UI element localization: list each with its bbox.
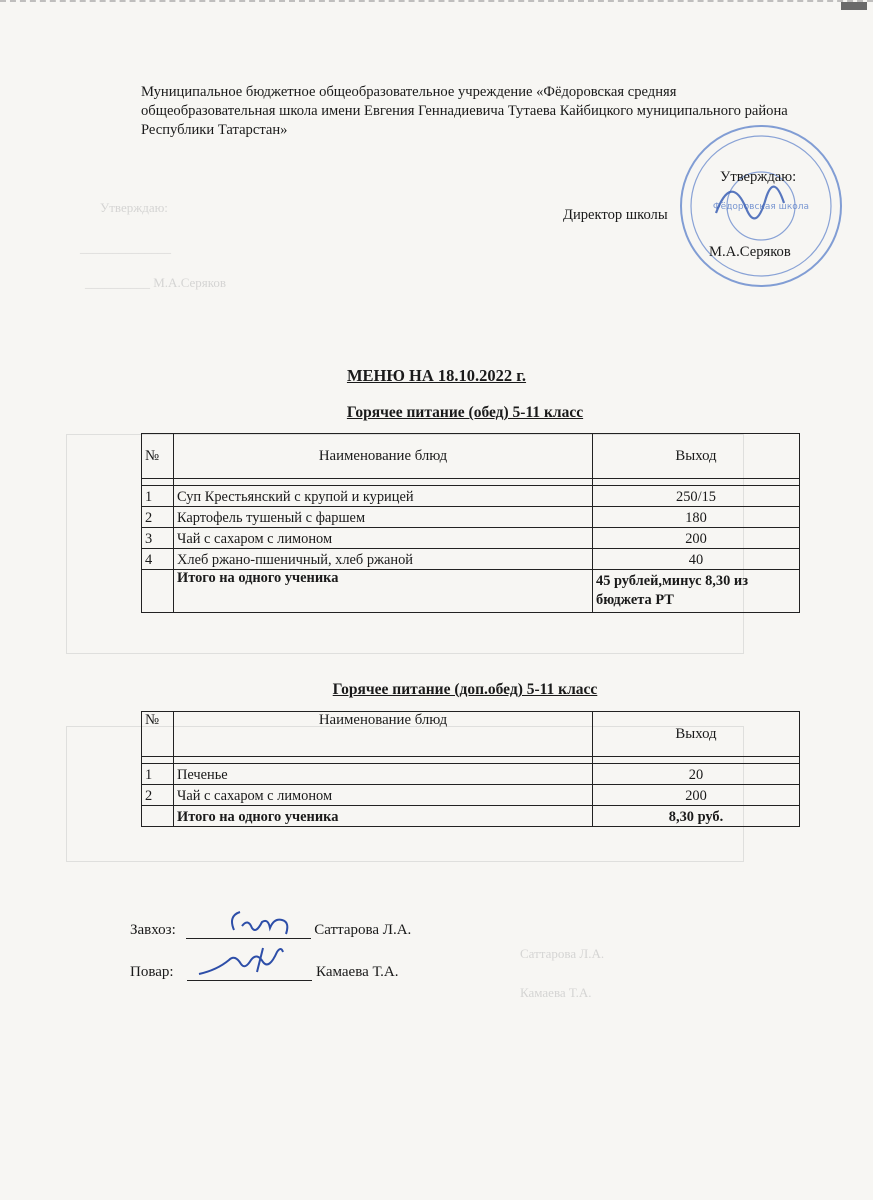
school-stamp	[676, 121, 846, 291]
item-name: Хлеб ржано-пшеничный, хлеб ржаной	[174, 549, 593, 570]
table-row	[142, 528, 800, 549]
header-yield: Выход	[593, 434, 800, 479]
signature-role: Завхоз:	[130, 922, 176, 938]
total-label: Итого на одного ученика	[174, 570, 593, 613]
item-yield: 20	[593, 764, 800, 785]
ghost-text: __________ М.А.Серяков	[85, 275, 227, 290]
item-name: Чай с сахаром с лимоном	[174, 785, 593, 806]
item-yield: 200	[593, 528, 800, 549]
handwritten-signature	[187, 946, 312, 980]
header-name: Наименование блюд	[174, 434, 593, 479]
item-yield: 200	[593, 785, 800, 806]
item-name: Печенье	[174, 764, 593, 785]
item-name: Чай с сахаром с лимоном	[174, 528, 593, 549]
header-num: №	[142, 712, 174, 757]
signature-line	[186, 920, 311, 939]
item-yield: 250/15	[593, 486, 800, 507]
signature-role: Повар:	[130, 964, 174, 980]
table-spacer-row	[142, 479, 800, 486]
ghost-text: Саттарова Л.А.	[520, 946, 605, 961]
menu-table-lunch	[141, 433, 800, 613]
section-title: Горячее питание (обед) 5-11 класс	[346, 404, 584, 421]
director-name: М.А.Серяков	[709, 244, 791, 260]
item-num: 3	[142, 528, 174, 549]
total-label: Итого на одного ученика	[174, 806, 593, 827]
signature-cook	[130, 962, 399, 981]
table-row	[142, 486, 800, 507]
item-num: 2	[142, 507, 174, 528]
approve-label: Утверждаю:	[720, 169, 797, 185]
ghost-text: Камаева Т.А.	[520, 985, 592, 1000]
header-num: №	[142, 434, 174, 479]
header-name: Наименование блюд	[174, 712, 593, 757]
signature-name: Камаева Т.А.	[316, 964, 399, 980]
table-total-row	[142, 570, 800, 613]
table-row	[142, 785, 800, 806]
total-value: 45 рублей,минус 8,30 из бюджета РТ	[593, 570, 800, 613]
handwritten-signature	[186, 908, 311, 938]
table-row	[142, 549, 800, 570]
director-position: Директор школы	[563, 207, 668, 223]
item-num: 4	[142, 549, 174, 570]
table-row	[142, 507, 800, 528]
table-spacer-row	[142, 757, 800, 764]
signature-storekeeper	[130, 920, 411, 939]
scan-corner-mark	[841, 2, 867, 10]
item-num: 1	[142, 764, 174, 785]
menu-table-extra	[141, 711, 800, 827]
item-name: Картофель тушеный с фаршем	[174, 507, 593, 528]
table-header-row	[142, 712, 800, 757]
ghost-text: ______________	[80, 240, 171, 255]
item-yield: 180	[593, 507, 800, 528]
ghost-text: Утверждаю:	[100, 200, 168, 215]
total-value: 8,30 руб.	[593, 806, 800, 827]
organization-name: Муниципальное бюджетное общеобразовательное учреждение «Фёдоровская средняя общеобразовательная школа имени Евгения Геннадиевича Тутаева Кайбицкого муниципального района Республики Татарстан»	[141, 84, 788, 138]
scan-border-line	[0, 0, 873, 10]
header-yield: Выход	[593, 712, 800, 757]
table-total-row	[142, 806, 800, 827]
table-row	[142, 764, 800, 785]
menu-title: МЕНЮ НА 18.10.2022 г.	[346, 366, 527, 385]
signature-line	[187, 962, 312, 981]
item-num: 2	[142, 785, 174, 806]
section-title: Горячее питание (доп.обед) 5-11 класс	[332, 681, 598, 698]
stamp-text: Фёдоровская школа	[712, 202, 810, 212]
table-header-row	[142, 434, 800, 479]
signature-name: Саттарова Л.А.	[314, 922, 412, 938]
item-name: Суп Крестьянский с крупой и курицей	[174, 486, 593, 507]
item-num: 1	[142, 486, 174, 507]
item-yield: 40	[593, 549, 800, 570]
